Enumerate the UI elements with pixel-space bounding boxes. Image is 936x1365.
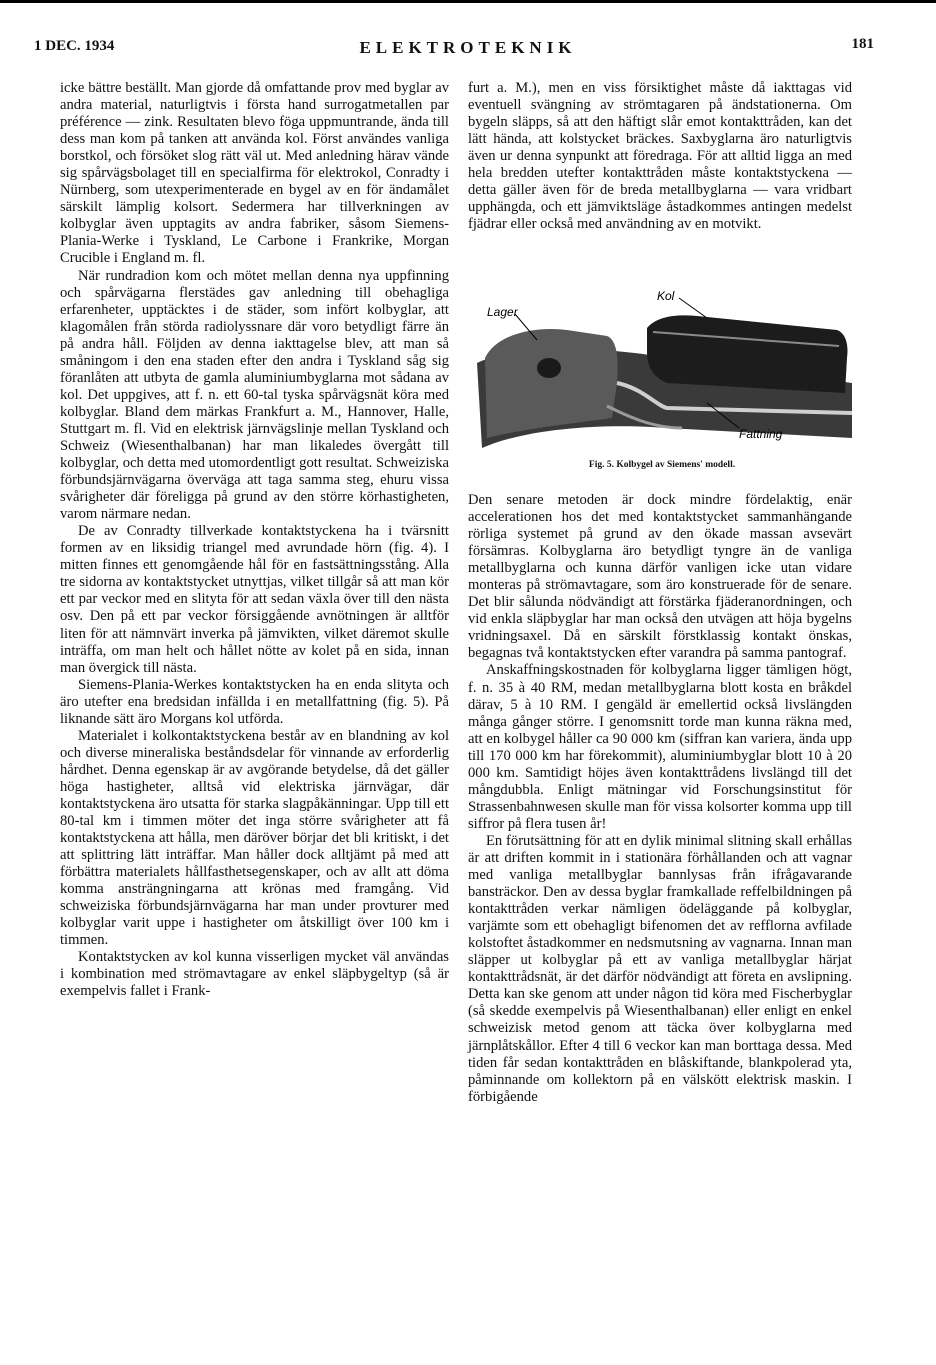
label-lager: Lager [487,305,518,319]
bearing-hole [537,358,561,378]
paragraph: Kontaktstycken av kol kunna visserligen mycket väl användas i kombination med strömavtagare av enkel släpbygeltyp (så är exempelvis fallet i Frank- [60,949,449,1000]
paragraph: De av Conradty tillverkade kontaktstyckena ha i tvärsnitt formen av en liksidig triangel med avrundade hörn (fig. 4). I mitten finnes ett genomgående hål för en fastsättningsstång. Alla tre sidorna av kontaktstycket utnyttjas, vilket tillgår så att man kör ett par veckor med en slityta för att sedan växla över till den nästa osv. Den på ett par veckor försiggående avnötningen är alltför liten för att nämnvärt inverka på jämvikten, vilket däremot skulle inträffa, om man helt och hållet nötte av kolet på en sida, innan man övergick till nästa. [60,523,449,676]
paragraph: En förutsättning för att en dylik minimal slitning skall erhållas är att driften kommit in i stationära förhållanden och att vagnar med vanliga metallbyglar bannlysas från ifrågavarande bansträckor. Den av dessa byglar framkallade reffelbildningen på kontakttråden verkar nämligen ödeläggande på kolbyglar, varjämte som ett obehagligt bifenomen det av refflorna avfilade kolstoftet åstadkommer en nedsmutsning av vagnarna. Innan man släpper ut kolbyglar på ett av vanliga metallbyglar härjat kontakttrådsnät, är det därför nödvändigt att företa en avslipning. Detta kan ske genom att under någon tid köra med Fischerbyglar (så skedde exempelvis på Wiesenthalbanan) eller enligt en enkel schweizisk metod genom att täcka över kolbyglarna med järnplåtskållor. Efter 4 till 6 veckor kan man borttaga dessa. Med tiden får sedan kontakttråden en blåskiftande, blankpolerad yta, påminnande om kollektorn på en välskött elektrisk maskin. I förbigående [468,832,852,1105]
figure-kolbygel [467,288,857,478]
right-column-top [468,80,852,233]
paragraph: Anskaffningskostnaden för kolbyglarna ligger tämligen högt, f. n. 35 à 40 RM, medan metallbyglarna blott kosta en bråkdel därav, 5 à 10 RM. I gengäld är emellertid också livslängden många gånger större. I genomsnitt torde man kunna räkna med, att en kolbygel håller ca 90 000 km (siffran kan variera, ända upp till 170 000 km har förekommit), aluminiumbyglar blott 10 à 20 000 km. Samtidigt höjes även kontakttrådens livslängd till det mångdubbla. Enligt mätningar vid Forschungsinstitut för Strassenbahnwesen skulle man för vissa kolsorter komma upp till siffror på flera tusen år! [468,662,852,832]
left-column [60,80,449,1001]
label-fattning: Fattning [739,427,783,441]
paragraph: Siemens-Plania-Werkes kontaktstycken ha en enda slityta och äro utefter ena bredsidan infällda i en metallfattning (fig. 5). På liknande sätt äro Morgans kol utförda. [60,676,449,727]
header-journal-title: ELEKTROTEKNIK [359,38,577,57]
paragraph: Den senare metoden är dock mindre fördelaktig, enär accelerationen hos det med kontaktstycket sammanhängande rörliga systemet på grund av den ökade massan avsevärt försämras. Kolbyglarna äro betydligt tyngre än de vanliga metallbyglarna och kunna därför vanligen icke utan vidare monteras på strömavtagare, som äro konstruerade för de senare. Det blir sålunda nödvändigt att förstärka fjäderanordningen, och vid enkla släpbyglar har man också den utvägen att höja bygelns vridningsaxel. Då en särskilt förstklassig kontakt önskas, begagnas två kontaktstycken efter varandra på samma pantograf. [468,492,852,662]
header-date: 1 DEC. 1934 [34,38,115,54]
figure-caption: Fig. 5. Kolbygel av Siemens' modell. [588,460,736,470]
right-column-bottom [468,492,852,1106]
paragraph: icke bättre beställt. Man gjorde då omfattande prov med byglar av andra material, naturligtvis i första hand surrogatmetallen par préférence — zink. Resultaten blevo föga uppmuntrande, ända till dess man kom på tanken att använda kol. Först användes vanliga borstkol, och försöket slog rätt väl ut. Med anledning härav vände sig spårvägsbolaget till en specialfirma för elektrokol, Conradty i Nürnberg, som utexperimenterade en bygel av en för ändamålet särskilt lämplig kolsort. Sedermera har tillverkningen av kolbyglar även upptagits av andra fabriker, såsom Siemens-Plania-Werke i Tyskland, Le Carbone i Frankrike, Morgan Crucible i England m. fl. [60,80,449,267]
label-kol: Kol [657,289,675,303]
page-top-edge [0,0,936,3]
paragraph: furt a. M.), men en viss försiktighet måste då iakttagas vid eventuell svängning av strömtagaren på ändstationerna. Om bygeln släpps, så att den häftigt slår emot kontakttråden, kan det lätt hända, att kolstycket bräckes. Saxbyglarna äro naturligtvis även ur denna synpunkt att föredraga. För att alltid ligga an med hela bredden utefter kontakttråden måste kontaktstyckena — detta gäller även för de breda metallbyglarna — vara vridbart upphängda, och ett jämviktsläge åstadkommes antingen medelst fjädrar eller också med användning av en motvikt. [468,80,852,233]
kolbygel-illustration [467,288,857,458]
paragraph: Materialet i kolkontaktstyckena består av en blandning av kol och diverse mineraliska beståndsdelar för vinnande av erforderlig hårdhet. Denna egenskap är av avgörande betydelse, då det gäller höga hastigheter, alltså vid elektriska järnvägar, där kontaktstyckena äro utsatta för starka slagpåkänningar. Upp till ett 80-tal km i timmen möter det inga större svårigheter att få kontaktstyckena att hålla, men däröver börjar det bli kritiskt, i det att splittring lätt inträffar. Man håller dock alltjämt på med att förbättra materialets hållfasthetsegenskaper, och av allt att döma komma ansträngningarna att krönas med framgång. Vid schweiziska förbundsjärnvägarna har man under provturer med kolbyglar varit uppe i hastigheter om åtskilligt över 100 km i timmen. [60,727,449,949]
paragraph: När rundradion kom och mötet mellan denna nya uppfinning och spårvägarna flerstädes gav anledning till obehagliga erfarenheter, upptäcktes i de städer, som infört kolbyglar, att klagomålen från störda radiolyssnare där voro betydligt färre än på andra håll. Följden av denna iakttagelse blev, att man så småningom i den ena staden efter den andra i Tyskland såg sig föranlåten att utbyta de gamla aluminiumbyglarna mot sådana av kol. Det uppgives, att f. n. ett 60-tal tyska spårvägsnät köra med kolbyglar. Bland dem märkas Frankfurt a. M., Hannover, Halle, Stuttgart m. fl. Vid en elektrisk järnvägslinje mellan Tyskland och Schweiz (Wiesenthalbanan) har man likaledes övergått till kolbyglar, och detta med utomordentligt gott resultat. Schweiziska förbundsjärnvägarna överväga att taga samma steg, ehuru vissa svårigheter där föreligga på grund av den större körhastigheten, varom närmare nedan. [60,267,449,523]
carbon-contact-block [647,315,848,393]
header-page-number: 181 [851,36,874,52]
